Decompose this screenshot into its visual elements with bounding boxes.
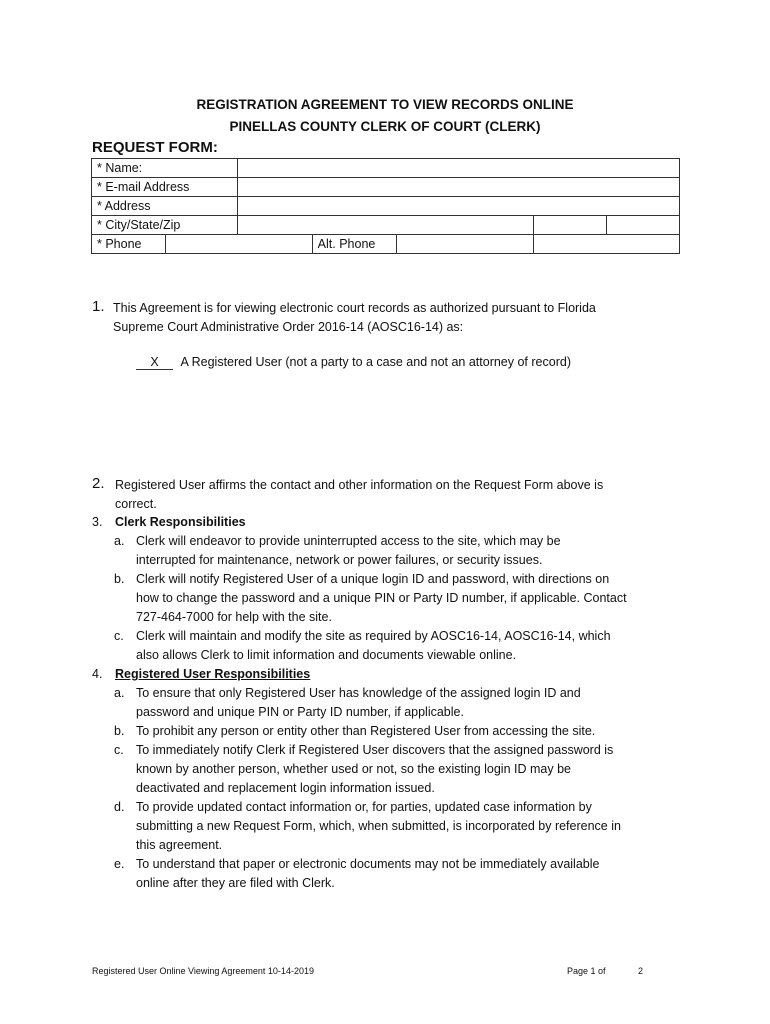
clerk-responsibility-item-line: Clerk will endeavor to provide uninterrupted access to the site, which may be — [136, 534, 561, 548]
email-input[interactable] — [237, 178, 679, 197]
user-responsibility-item-line: To prohibit any person or entity other than Registered User from accessing the site. — [136, 724, 596, 738]
clerk-responsibility-item-line: 727-464-7000 for help with the site. — [136, 610, 332, 624]
zip-input[interactable] — [607, 216, 680, 235]
request-form-heading: REQUEST FORM: — [92, 139, 218, 156]
phone-input[interactable] — [165, 235, 312, 254]
user-responsibility-item-letter: a. — [114, 686, 125, 700]
alt-phone-extra-input[interactable] — [534, 235, 680, 254]
document-title-line2: PINELLAS COUNTY CLERK OF COURT (CLERK) — [229, 119, 541, 134]
section4-number: 4. — [92, 667, 103, 681]
user-responsibility-item-line: online after they are filed with Clerk. — [136, 876, 335, 890]
request-form-table — [91, 158, 680, 254]
section3-number: 3. — [92, 515, 103, 529]
user-responsibility-item-line: To understand that paper or electronic documents may not be immediately available — [136, 857, 600, 871]
user-responsibility-item-letter: b. — [114, 724, 125, 738]
clerk-responsibility-item-line: Clerk will maintain and modify the site as required by AOSC16-14, AOSC16-14, which — [136, 629, 611, 643]
clerk-responsibility-item-letter: b. — [114, 572, 125, 586]
section2-text-line1: Registered User affirms the contact and other information on the Request Form above is — [115, 478, 604, 492]
section4-heading: Registered User Responsibilities — [115, 667, 311, 681]
footer-page-total: 2 — [638, 966, 644, 976]
address-label: * Address — [92, 197, 238, 216]
clerk-responsibility-item-line: Clerk will notify Registered User of a unique login ID and password, with directions on — [136, 572, 610, 586]
user-responsibility-item-line: submitting a new Request Form, which, when submitted, is incorporated by reference in — [136, 819, 621, 833]
address-input[interactable] — [237, 197, 679, 216]
user-responsibility-item-line: To immediately notify Clerk if Registered User discovers that the assigned password is — [136, 743, 614, 757]
clerk-responsibility-item-line: also allows Clerk to limit information and documents viewable online. — [136, 648, 517, 662]
user-responsibility-item-line: password and unique PIN or Party ID number, if applicable. — [136, 705, 464, 719]
registered-user-checkbox[interactable]: X — [136, 355, 173, 370]
section1-text-line2: Supreme Court Administrative Order 2016-14 (AOSC16-14) as: — [113, 320, 464, 334]
section2-text-line2: correct. — [115, 497, 157, 511]
section2-number: 2. — [92, 475, 105, 492]
user-responsibility-item-line: deactivated and replacement login information issued. — [136, 781, 435, 795]
user-responsibility-item-line: To provide updated contact information or, for parties, updated case information by — [136, 800, 592, 814]
user-responsibility-item-letter: d. — [114, 800, 125, 814]
city-input[interactable] — [237, 216, 533, 235]
document-title-line1: REGISTRATION AGREEMENT TO VIEW RECORDS ONLINE — [196, 97, 574, 112]
registered-user-option — [136, 353, 571, 372]
clerk-responsibility-item-line: how to change the password and a unique PIN or Party ID number, if applicable. Contact — [136, 591, 627, 605]
email-label: * E-mail Address — [92, 178, 238, 197]
section1-text-line1: This Agreement is for viewing electronic court records as authorized pursuant to Florida — [113, 301, 596, 315]
registered-user-option-label: A Registered User (not a party to a case and not an attorney of record) — [180, 355, 571, 369]
section1-number: 1. — [92, 298, 105, 315]
user-responsibility-item-line: To ensure that only Registered User has knowledge of the assigned login ID and — [136, 686, 581, 700]
state-input[interactable] — [534, 216, 607, 235]
footer-document-name: Registered User Online Viewing Agreement 10-14-2019 — [92, 966, 314, 976]
city-state-zip-row — [92, 216, 680, 235]
user-responsibility-item-letter: c. — [114, 743, 124, 757]
phone-row — [92, 235, 680, 254]
footer-page-label: Page 1 of — [567, 966, 606, 976]
user-responsibility-item-line: known by another person, whether used or not, so the existing login ID may be — [136, 762, 571, 776]
name-row — [92, 159, 680, 178]
name-label: * Name: — [92, 159, 238, 178]
clerk-responsibility-item-letter: c. — [114, 629, 124, 643]
address-row — [92, 197, 680, 216]
user-responsibility-item-letter: e. — [114, 857, 125, 871]
section3-heading: Clerk Responsibilities — [115, 515, 246, 529]
user-responsibility-item-line: this agreement. — [136, 838, 223, 852]
name-input[interactable] — [237, 159, 679, 178]
email-row — [92, 178, 680, 197]
phone-label: * Phone — [92, 235, 166, 254]
alt-phone-label: Alt. Phone — [312, 235, 396, 254]
alt-phone-input[interactable] — [396, 235, 534, 254]
clerk-responsibility-item-letter: a. — [114, 534, 125, 548]
clerk-responsibility-item-line: interrupted for maintenance, network or power failures, or security issues. — [136, 553, 543, 567]
city-label: * City/State/Zip — [92, 216, 238, 235]
